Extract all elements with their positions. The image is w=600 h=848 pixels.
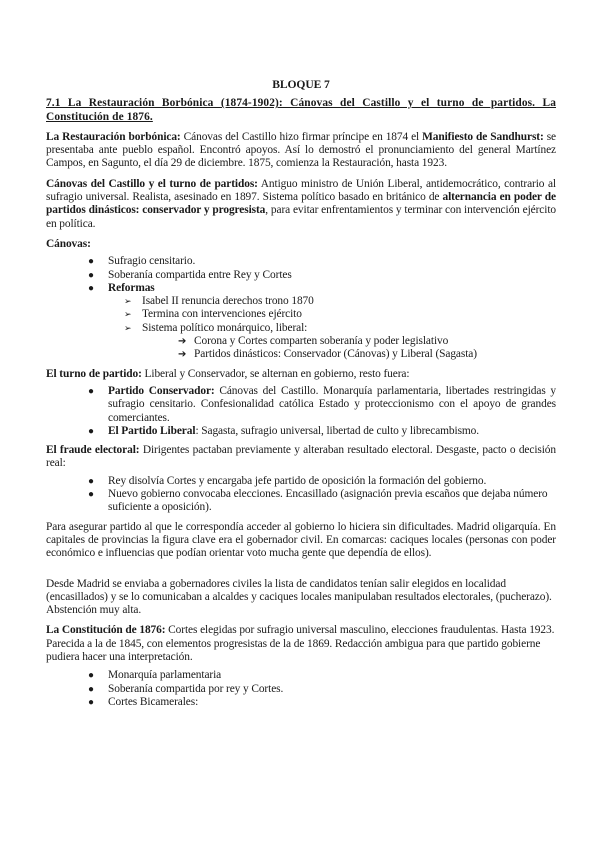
list-item: ● Nuevo gobierno convocaba elecciones. Encasillado (asignación previa escaños que dejaba número suficiente a oposición). [88,488,548,514]
bullet-icon: ● [88,425,94,437]
paragraph-canovas-turno: Cánovas del Castillo y el turno de partidos: Antiguo ministro de Unión Liberal, antidemocrático, contrario al sufragio universal. Realista, asesinado en 1897. Sistema político basado en británico de alternancia en poder de partidos dinásticos: conservador y progresista, para evitar enfrentamientos y terminar con intervención ejército en política. [46,177,556,230]
bullet-icon: ● [88,683,94,695]
list-item: ➢ Isabel II renuncia derechos trono 1870 [124,295,314,308]
bullet-icon: ● [88,269,94,281]
arrowhead-icon: ➢ [124,296,132,307]
paragraph-encasillado: Desde Madrid se enviaba a gobernadores civiles la lista de candidatos tenían salir elegidos en localidad (encasillados) y se lo comunicaban a alcaldes y caciques locales manipulaban resultados electorales, (pucherazo). Abstención muy alta. [46,577,552,617]
bullet-icon: ● [88,670,94,682]
list-item: ● Sufragio censitario. [88,255,196,268]
canovas-list [46,255,556,361]
bullet-icon: ● [88,475,94,487]
bullet-icon: ● [88,282,94,294]
paragraph-restauracion: La Restauración borbónica: Cánovas del Castillo hizo firmar príncipe en 1874 el Manifiesto de Sandhurst: se presentaba ante pueblo español. Encontró apoyos. Así lo demostró el pronunciamiento del general Martínez Campos, en Sagunto, el día 29 de diciembre. 1875, comienza la Restauración, hasta 1923. [46,130,557,170]
bullet-icon: ● [88,385,94,397]
list-item: ➢ Sistema político monárquico, liberal: ➔ Corona y Cortes comparten soberanía y poder legislativo ➔ Partidos dinásticos: Conservador (Cánovas) y Liberal (Sagasta) [142,322,556,362]
arrowhead-icon: ➢ [124,322,132,333]
list-item: ● Soberanía compartida entre Rey y Cortes [88,268,292,281]
term-restauracion: La Restauración borbónica: [46,130,181,143]
partidos-list [46,385,556,438]
list-item: ● Partido Conservador: Cánovas del Castillo. Monarquía parlamentaria, libertades restringidas y sufragio censitario. Confesionalidad católica Estado y proteccionismo con el apoyo de grandes comerciantes. [88,384,556,424]
block-title: BLOQUE 7 [272,78,330,91]
list-item: ➔ Partidos dinásticos: Conservador (Cánovas) y Liberal (Sagasta) [178,348,477,361]
heading-canovas: Cánovas: [46,237,91,250]
list-item: ● Cortes Bicamerales: [88,695,199,708]
term-constitucion: La Constitución de 1876: [46,624,166,637]
list-item: ● El Partido Liberal: Sagasta, sufragio universal, libertad de culto y librecambismo. [88,424,480,437]
arrow-right-icon: ➔ [178,336,187,348]
list-item: ➢ Termina con intervenciones ejército [124,308,302,321]
term-manifiesto: Manifiesto de Sandhurst: [422,130,544,143]
bullet-icon: ● [88,256,94,268]
term-fraude: El fraude electoral: [46,444,140,457]
bullet-icon: ● [88,696,94,708]
list-item: ➔ Corona y Cortes comparten soberanía y poder legislativo [178,335,449,348]
arrowhead-icon: ➢ [124,309,132,320]
list-item: ● Rey disolvía Cortes y encargaba jefe partido de oposición la formación del gobierno. [88,474,487,487]
constitucion-list [46,669,556,709]
term-alternancia: alternancia en poder de partidos dinásticos: conservador y progresista [46,191,556,217]
term-canovas-turno: Cánovas del Castillo y el turno de partidos: [46,177,258,190]
reformas-list [108,295,556,361]
list-item: ● Monarquía parlamentaria [88,669,222,682]
paragraph-turno: El turno de partido: Liberal y Conservador, se alternan en gobierno, resto fuera: [46,367,410,380]
list-item: ● Soberanía compartida por rey y Cortes. [88,682,284,695]
term-turno: El turno de partido: [46,367,142,380]
fraude-list [46,475,556,515]
paragraph-caciquismo: Para asegurar partido al que le correspondía acceder al gobierno lo hiciera sin dificultades. Madrid oligarquía. En capitales de provincias la figura clave era el gobernador civil. En comarcas: caciques locales (personas con poder económico e influencias que podían orientar voto mucha gente que dependía de ellos). [46,520,556,560]
sistema-list [142,335,556,362]
paragraph-constitucion: La Constitución de 1876: Cortes elegidas por sufragio universal masculino, elecciones fraudulentas. Hasta 1923. Parecida a la de 1845, con elementos progresistas de la de 1869. Redacción ambigua para que partido gobierne pudiera hacer una interpretación. [46,624,555,663]
arrow-right-icon: ➔ [178,349,187,361]
section-subtitle: 7.1 La Restauración Borbónica (1874-1902): Cánovas del Castillo y el turno de partidos. La Constitución de 1876. [46,97,556,123]
list-item: ● Reformas ➢ Isabel II renuncia derechos trono 1870 ➢ Termina con intervenciones ejército ➢ Sistema político monárquico, liberal: ➔ Corona y Cortes comparten soberanía y poder legislativo ➔ Partidos dinásticos: Conservador (Cánovas) y Liberal (Sagasta) [108,282,556,362]
bullet-icon: ● [88,489,94,501]
paragraph-fraude: El fraude electoral: Dirigentes pactaban previamente y alteraban resultado electoral. Desgaste, pacto o decisión real: [46,444,556,470]
